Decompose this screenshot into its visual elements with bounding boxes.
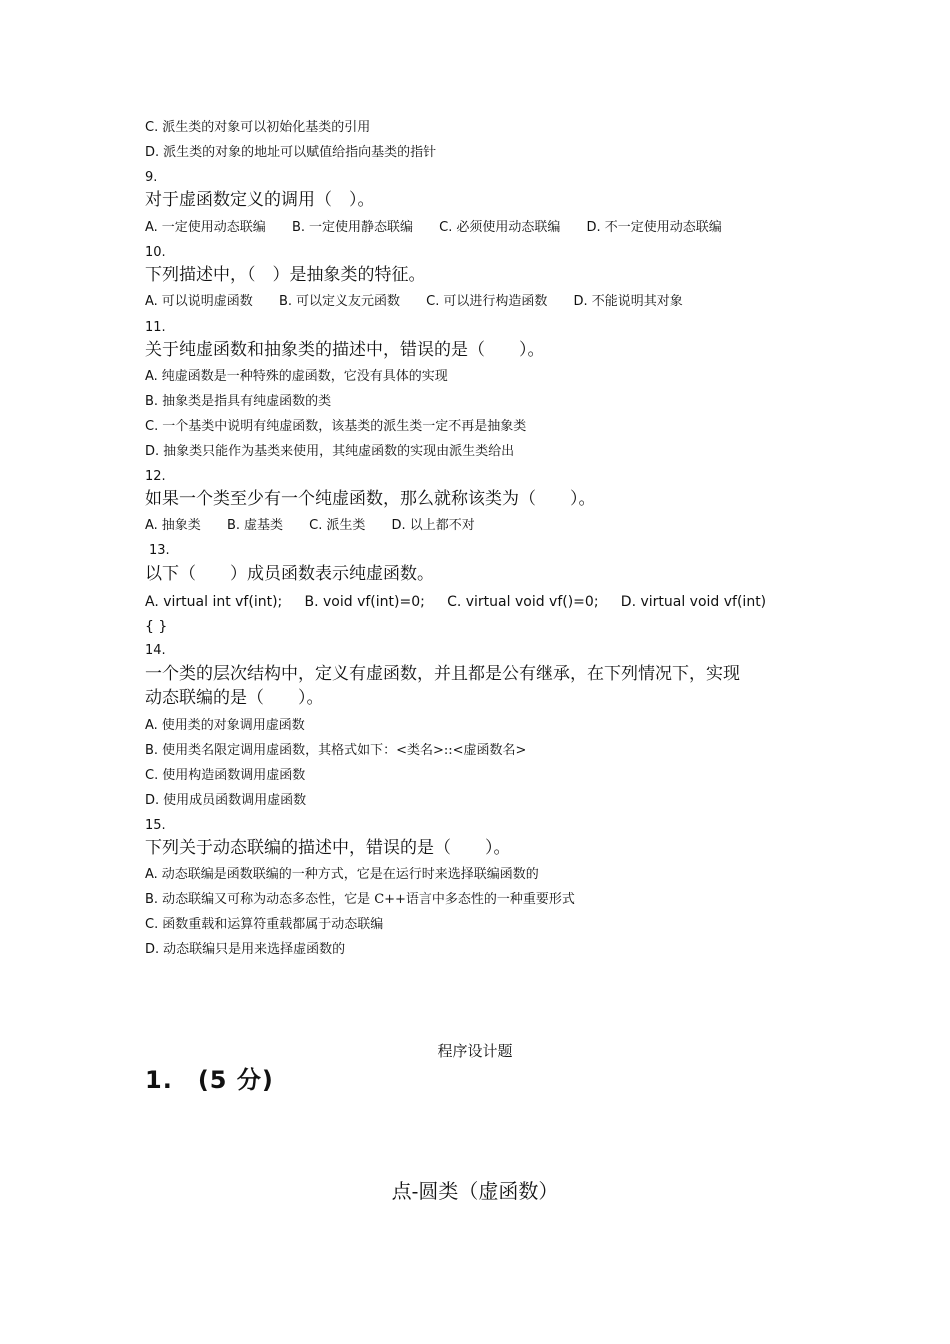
q15-option-c: C. 函数重载和运算符重载都属于动态联编 <box>145 917 384 932</box>
q10-option-a: A. 可以说明虚函数 <box>145 294 253 309</box>
q9-option-b: B. 一定使用静态联编 <box>291 220 414 235</box>
q14-text-line2: 动态联编的是（ ）。 <box>145 688 324 708</box>
q14-option-b: B. 使用类名限定调用虚函数，其格式如下：<类名>::<虚函数名> <box>145 743 527 758</box>
q13-number: 13. <box>149 543 170 558</box>
q9-option-a: A. 一定使用动态联编 <box>145 220 266 235</box>
q9-option-d: D. 不一定使用动态联编 <box>586 220 722 235</box>
q14-text-line1: 一个类的层次结构中，定义有虚函数，并且都是公有继承，在下列情况下，实现 <box>145 664 740 684</box>
q8-option-c: C. 派生类的对象可以初始化基类的引用 <box>145 120 371 135</box>
q9-number: 9. <box>145 170 158 185</box>
q10-number: 10. <box>145 245 166 260</box>
q14-option-d: D. 使用成员函数调用虚函数 <box>145 793 307 808</box>
section-title: 程序设计题 <box>437 1042 513 1060</box>
item-subtitle: 点-圆类（虚函数） <box>391 1179 559 1203</box>
q15-option-b: B. 动态联编又可称为动态多态性，它是 C++语言中多态性的一种重要形式 <box>145 892 575 907</box>
q12-option-a: A. 抽象类 <box>145 518 201 533</box>
q14-option-a: A. 使用类的对象调用虚函数 <box>145 718 305 733</box>
q10-options <box>145 294 705 310</box>
q9-options <box>145 220 744 236</box>
q13-options-continuation: { } <box>145 619 168 635</box>
q12-text: 如果一个类至少有一个纯虚函数，那么就称该类为（ ）。 <box>145 489 596 509</box>
q11-number: 11. <box>145 320 166 335</box>
q14-option-c: C. 使用构造函数调用虚函数 <box>145 768 306 783</box>
q10-option-b: B. 可以定义友元函数 <box>278 294 401 309</box>
q13-options-line: A. virtual int vf(int); B. void vf(int)=0; C. virtual void vf()=0; D. virtual void vf(int) <box>145 594 767 610</box>
q15-text: 下列关于动态联编的描述中，错误的是（ ）。 <box>145 838 511 858</box>
q15-option-d: D. 动态联编只是用来选择虚函数的 <box>145 942 346 957</box>
item-heading: 1. (5 分) <box>145 1066 274 1094</box>
q12-option-d: D. 以上都不对 <box>391 518 475 533</box>
q11-option-a: A. 纯虚函数是一种特殊的虚函数，它没有具体的实现 <box>145 369 448 384</box>
q12-number: 12. <box>145 469 166 484</box>
q11-option-c: C. 一个基类中说明有纯虚函数，该基类的派生类一定不再是抽象类 <box>145 419 527 434</box>
q12-option-b: B. 虚基类 <box>226 518 284 533</box>
q11-text: 关于纯虚函数和抽象类的描述中，错误的是（ ）。 <box>145 340 545 360</box>
q15-option-a: A. 动态联编是函数联编的一种方式，它是在运行时来选择联编函数的 <box>145 867 539 882</box>
q9-text: 对于虚函数定义的调用（ ）。 <box>145 190 375 210</box>
q10-option-d: D. 不能说明其对象 <box>573 294 683 309</box>
q11-option-d: D. 抽象类只能作为基类来使用，其纯虚函数的实现由派生类给出 <box>145 444 515 459</box>
q8-option-d: D. 派生类的对象的地址可以赋值给指向基类的指针 <box>145 145 437 160</box>
q14-number: 14. <box>145 643 166 658</box>
q12-option-c: C. 派生类 <box>309 518 366 533</box>
q15-number: 15. <box>145 818 166 833</box>
q10-text: 下列描述中，（ ）是抽象类的特征。 <box>145 265 426 285</box>
q13-text: 以下（ ）成员函数表示纯虚函数。 <box>145 564 434 584</box>
q12-options <box>145 518 497 534</box>
q10-option-c: C. 可以进行构造函数 <box>426 294 548 309</box>
q9-option-c: C. 必须使用动态联编 <box>439 220 561 235</box>
q11-option-b: B. 抽象类是指具有纯虚函数的类 <box>145 394 332 409</box>
